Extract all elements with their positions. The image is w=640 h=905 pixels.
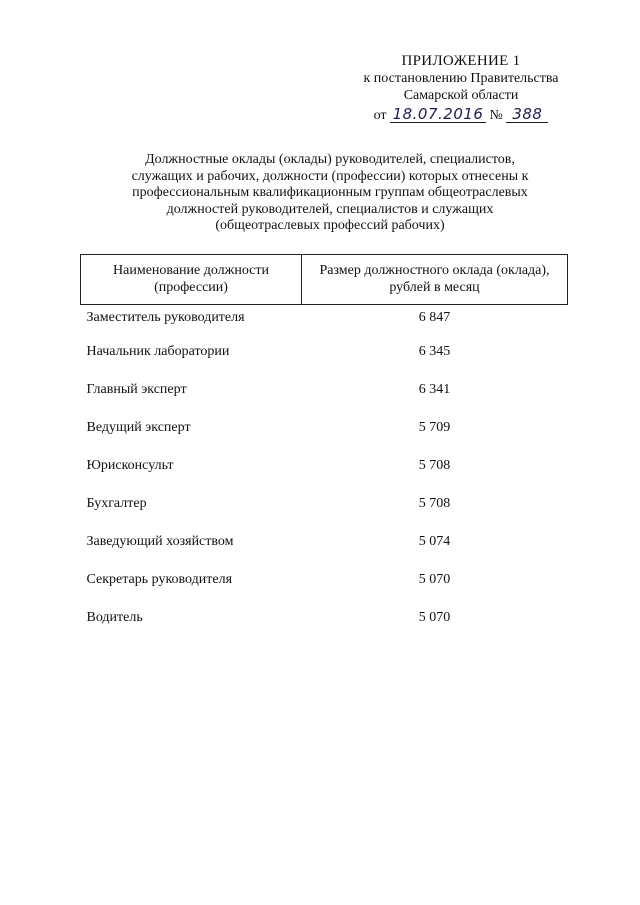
row-salary-value: 5 709 (418, 420, 451, 435)
appendix-block (330, 52, 592, 124)
table-header-row (81, 255, 568, 305)
row-position-name: Ведущий эксперт (86, 420, 191, 435)
header-text: рублей в месяц (389, 280, 480, 295)
document-heading (100, 152, 560, 235)
salary-table (80, 254, 568, 647)
table-row (81, 305, 568, 344)
row-salary-value: 6 847 (418, 310, 451, 325)
handwritten-date: 18.07.2016 (390, 106, 486, 123)
header-position-name (81, 255, 302, 305)
table-body (81, 305, 568, 648)
row-salary-value: 5 074 (418, 534, 451, 549)
date-prefix: от (373, 108, 387, 123)
row-salary-value: 5 708 (418, 496, 451, 511)
row-salary-value: 5 070 (418, 572, 451, 587)
handwritten-number: 388 (506, 106, 548, 123)
heading-line: должностей руководителей, специалистов и служащих (166, 201, 494, 217)
number-prefix: № (489, 108, 503, 123)
row-salary-value: 6 341 (418, 382, 451, 397)
row-salary-value: 5 070 (418, 610, 451, 625)
appendix-title: ПРИЛОЖЕНИЕ 1 (401, 53, 521, 69)
row-position-name: Начальник лаборатории (86, 344, 230, 359)
table-header (81, 255, 568, 305)
row-position-name: Главный эксперт (86, 382, 187, 397)
header-text: Наименование должности (113, 263, 269, 278)
table-row (81, 571, 568, 609)
heading-line: профессиональным квалификационным группам общеотраслевых (132, 185, 528, 200)
row-position-name: Юрисконсульт (86, 458, 174, 473)
row-position-name: Водитель (86, 610, 143, 625)
row-position-name: Заведующий хозяйством (86, 534, 234, 549)
table-row (81, 609, 568, 647)
row-position-name: Бухгалтер (86, 496, 147, 511)
appendix-date-row (330, 106, 592, 124)
row-salary-value: 6 345 (418, 344, 451, 359)
heading-line: (общеотраслевых профессий рабочих) (215, 218, 445, 233)
heading-line: Должностные оклады (оклады) руководителей, специалистов, (145, 152, 515, 167)
appendix-line-region: Самарской области (403, 88, 519, 103)
header-text: (профессии) (154, 280, 228, 295)
appendix-line-decree: к постановлению Правительства (363, 71, 559, 86)
heading-line: служащих и рабочих, должности (профессии) которых отнесены к (131, 168, 529, 184)
table-row (81, 533, 568, 571)
header-text: Размер должностного оклада (оклада), (319, 263, 550, 278)
table-row (81, 419, 568, 457)
table-row (81, 495, 568, 533)
table-row (81, 381, 568, 419)
table-row (81, 343, 568, 381)
header-salary-size (302, 255, 568, 305)
row-salary-value: 5 708 (418, 458, 451, 473)
row-position-name: Заместитель руководителя (86, 310, 245, 325)
row-position-name: Секретарь руководителя (86, 572, 233, 587)
table-row (81, 457, 568, 495)
